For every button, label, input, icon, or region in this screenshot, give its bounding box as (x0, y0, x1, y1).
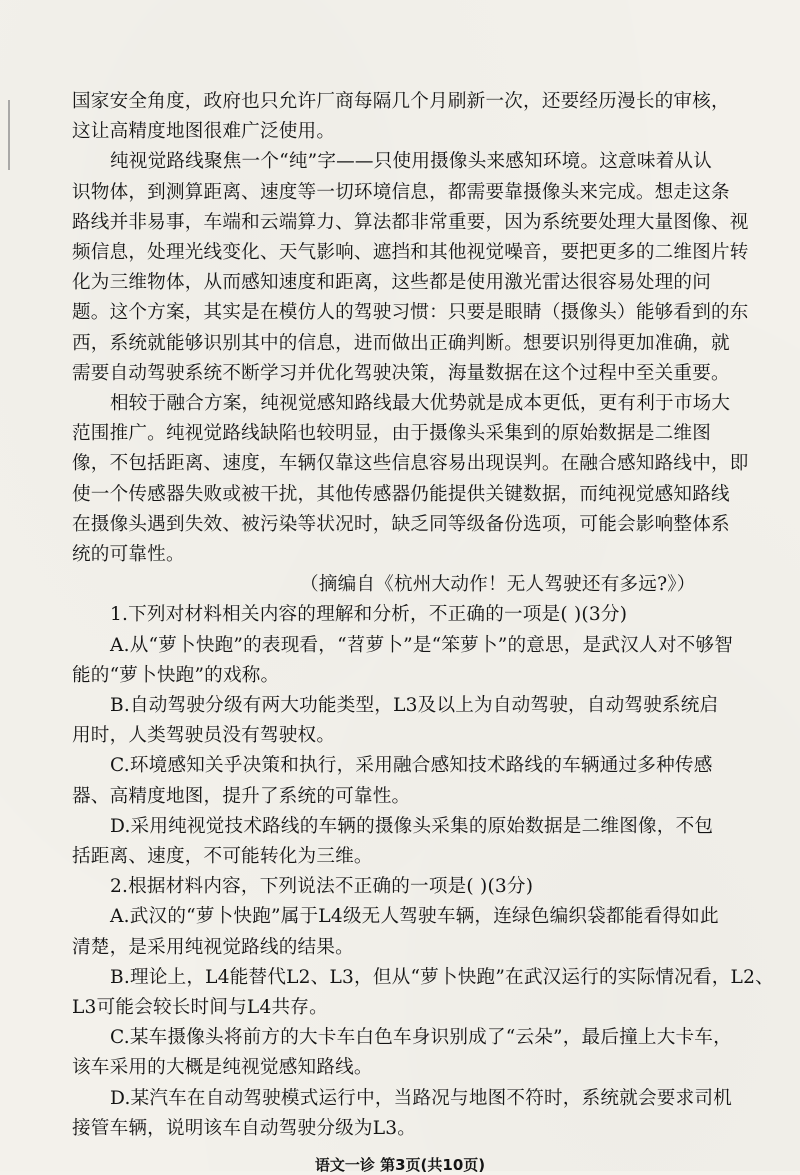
question-1-option-c: C.环境感知关乎决策和执行，采用融合感知技术路线的车辆通过多种传感 (110, 755, 713, 777)
question-2-option-a: A.武汉的“萝卜快跑”属于L4级无人驾驶车辆，连绿色编织袋都能看得如此 (110, 906, 719, 928)
paragraph-1-line: 国家安全角度，政府也只允许厂商每隔几个月刷新一次，还要经历漫长的审核， (72, 91, 730, 112)
question-1-option-c: 器、高精度地图，提升了系统的可靠性。 (72, 785, 411, 807)
question-1-option-b: B.自动驾驶分级有两大功能类型，L3及以上为自动驾驶，自动驾驶系统启 (110, 695, 719, 716)
question-1-option-d: D.采用纯视觉技术路线的车辆的摄像头采集的原始数据是二维图像，不包 (110, 815, 714, 837)
question-2-option-d: 接管车辆，说明该车自动驾驶分级为L3。 (72, 1117, 417, 1139)
binding-mark (8, 100, 10, 170)
paragraph-2-line: 题。这个方案，其实是在模仿人的驾驶习惯：只要是眼睛（摄像头）能够看到的东 (72, 302, 749, 324)
paragraph-1-line: 这让高精度地图很难广泛使用。 (72, 121, 336, 143)
question-1-stem: 1.下列对材料相关内容的理解和分析，不正确的一项是( )(3分) (110, 604, 628, 626)
question-1-option-b: 用时，人类驾驶员没有驾驶权。 (72, 725, 336, 747)
paragraph-3-line: 像，不包括距离、速度，车辆仅靠这些信息容易出现误判。在融合感知路线中，即 (72, 453, 749, 475)
paragraph-2-line: 路线并非易事，车端和云端算力、算法都非常重要，因为系统要处理大量图像、视 (72, 211, 749, 233)
paragraph-2-line: 识物体，到测算距离、速度等一切环境信息，都需要靠摄像头来完成。想走这条 (72, 181, 730, 203)
paragraph-3-line: 在摄像头遇到失效、被污染等状况时，缺乏同等级备份选项，可能会影响整体系 (72, 513, 730, 535)
page-footer: 语文一诊 第3页(共10页) (314, 1156, 486, 1174)
question-1-option-d: 括距离、速度，不可能转化为三维。 (72, 846, 373, 867)
question-2-option-b: L3可能会较长时间与L4共存。 (72, 997, 328, 1018)
question-2-option-d: D.某汽车在自动驾驶模式运行中，当路况与地图不符时，系统就会要求司机 (110, 1087, 732, 1109)
paragraph-3-line: 范围推广。纯视觉路线缺陷也较明显，由于摄像头采集到的原始数据是二维图 (72, 423, 711, 445)
paragraph-2-line: 化为三维物体，从而感知速度和距离，这些都是使用激光雷达很容易处理的问 (72, 272, 711, 294)
paragraph-2-line: 西，系统就能够识别其中的信息，进而做出正确判断。想要识别得更加准确，就 (72, 332, 730, 354)
question-1-option-a: 能的“萝卜快跑”的戏称。 (72, 664, 280, 686)
paragraph-3-line: 统的可靠性。 (72, 544, 185, 565)
source-citation: （摘编自《杭州大动作！无人驾驶还有多远?》） (300, 574, 696, 596)
paragraph-3-line: 相较于融合方案，纯视觉感知路线最大优势就是成本更低，更有利于市场大 (110, 393, 731, 414)
paragraph-2-line: 需要自动驾驶系统不断学习并优化驾驶决策，海量数据在这个过程中至关重要。 (72, 362, 730, 384)
question-2-option-b: B.理论上，L4能替代L2、L3，但从“萝卜快跑”在武汉运行的实际情况看，L2、 (110, 966, 774, 988)
paragraph-2-line: 频信息，处理光线变化、天气影响、遮挡和其他视觉噪音，要把更多的二维图片转 (72, 242, 749, 263)
question-2-stem: 2.根据材料内容，下列说法不正确的一项是( )(3分) (110, 876, 534, 898)
question-2-option-c: C.某车摄像头将前方的大卡车白色车身识别成了“云朵”，最后撞上大卡车， (110, 1027, 732, 1049)
question-2-option-a: 清楚，是采用纯视觉路线的结果。 (72, 936, 354, 958)
question-2-option-c: 该车采用的大概是纯视觉感知路线。 (72, 1057, 373, 1079)
paragraph-2-line: 纯视觉路线聚焦一个“纯”字——只使用摄像头来感知环境。这意味着从认 (110, 151, 713, 173)
paragraph-3-line: 使一个传感器失败或被干扰，其他传感器仍能提供关键数据，而纯视觉感知路线 (72, 483, 730, 505)
question-1-option-a: A.从“萝卜快跑”的表现看，“苕萝卜”是“笨萝卜”的意思，是武汉人对不够智 (110, 634, 733, 656)
